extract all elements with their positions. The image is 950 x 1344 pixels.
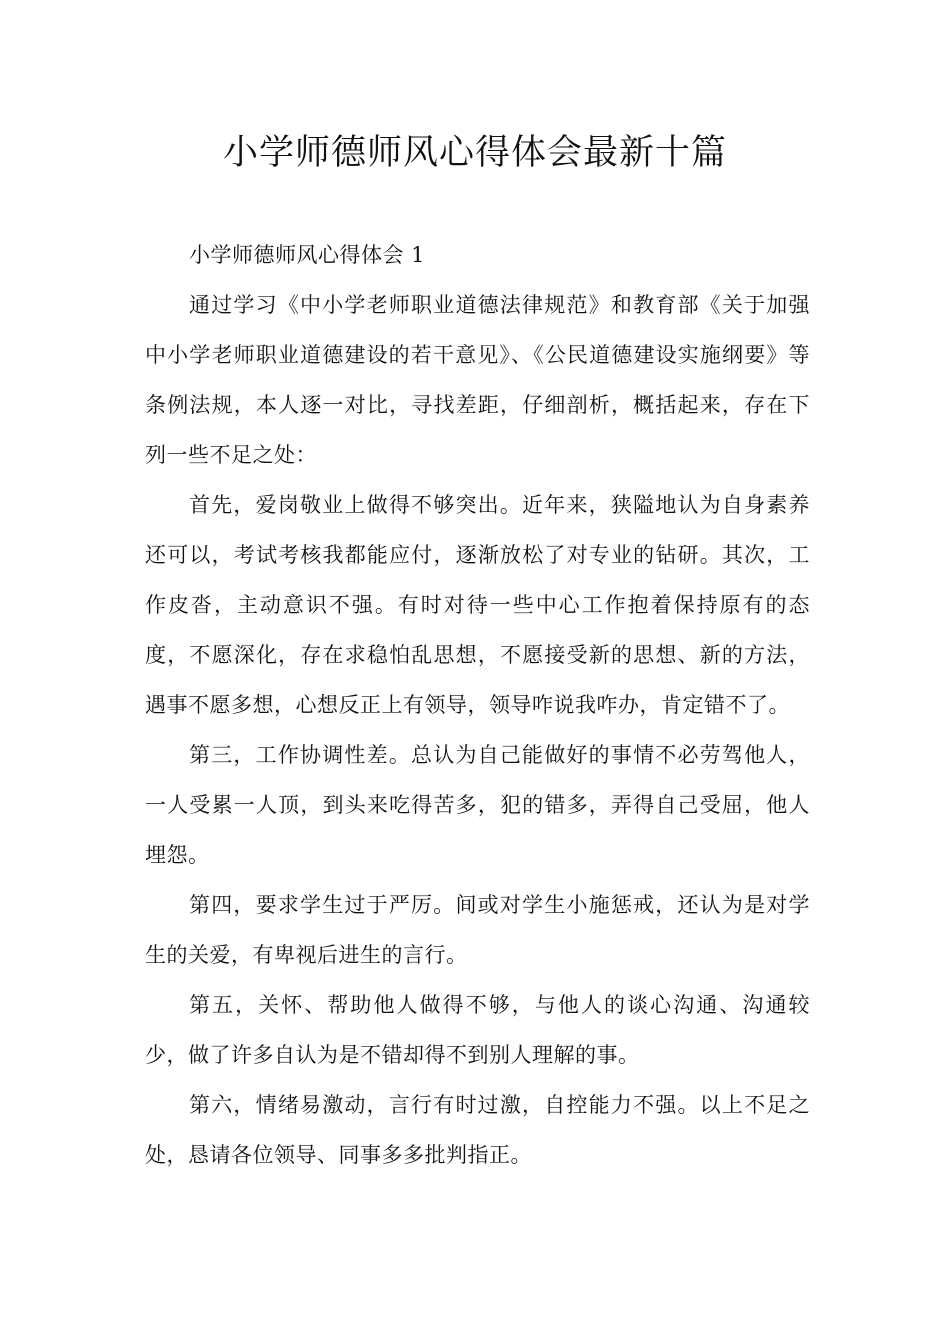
paragraph-4: 第四，要求学生过于严厉。间或对学生小施惩戒，还认为是对学生的关爱，有卑视后进生的言行。 bbox=[145, 893, 810, 967]
paragraph-2: 首先，爱岗敬业上做得不够突出。近年来，狭隘地认为自身素养还可以，考试考核我都能应付，逐渐放松了对专业的钻研。其次，工作皮沓，主动意识不强。有时对待一些中心工作抱着保持原有的态度，不愿深化，存在求稳怕乱思想，不愿接受新的思想、新的方法，遇事不愿多想，心想反正上有领导，领导咋说我咋办，肯定错不了。 bbox=[145, 493, 810, 717]
paragraph-6: 第六，情绪易激动，言行有时过激，自控能力不强。以上不足之处，恳请各位领导、同事多多批判指正。 bbox=[145, 1093, 810, 1167]
paragraph-1: 通过学习《中小学老师职业道德法律规范》和教育部《关于加强中小学老师职业道德建设的若干意见》、《公民道德建设实施纲要》等条例法规，本人逐一对比，寻找差距，仔细剖析，概括起来，存在下列一些不足之处： bbox=[145, 293, 810, 467]
document-body bbox=[145, 230, 810, 1180]
section-heading: 小学师德师风心得体会 1 bbox=[189, 243, 426, 267]
paragraph-3: 第三，工作协调性差。总认为自己能做好的事情不必劳驾他人，一人受累一人顶，到头来吃得苦多，犯的错多，弄得自己受屈，他人埋怨。 bbox=[145, 743, 810, 867]
paragraph-5: 第五，关怀、帮助他人做得不够，与他人的谈心沟通、沟通较少，做了许多自认为是不错却得不到别人理解的事。 bbox=[145, 993, 810, 1067]
document-title: 小学师德师风心得体会最新十篇 bbox=[222, 133, 727, 173]
